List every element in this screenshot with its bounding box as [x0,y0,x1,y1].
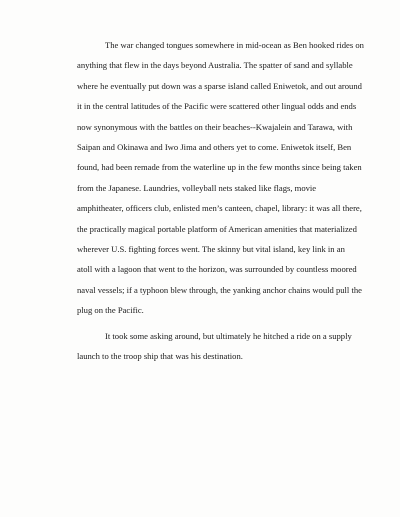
text-line: it in the central latitudes of the Pacific were scattered other lingual odds and ends [77,101,357,112]
text-line: atoll with a lagoon that went to the horizon, was surrounded by countless moored [77,264,357,275]
text-line: where he eventually put down was a sparse island called Eniwetok, and out around [77,80,362,91]
text-line: plug on the Pacific. [77,305,144,316]
text-line: amphitheater, officers club, enlisted men’s canteen, chapel, library: it was all there, [77,203,362,214]
body-text [77,35,365,367]
text-line: anything that flew in the days beyond Australia. The spatter of sand and syllable [77,60,353,71]
text-line: launch to the troop ship that was his destination. [77,351,243,362]
text-line: the practically magical portable platform of American amenities that materialized [77,223,357,234]
text-line: Saipan and Okinawa and Iwo Jima and others yet to come. Eniwetok itself, Ben [77,142,352,153]
text-line: now synonymous with the battles on their beaches--Kwajalein and Tarawa, with [77,121,353,132]
text-line: naval vessels; if a typhoon blew through, the yanking anchor chains would pull the [77,284,362,295]
text-line: It took some asking around, but ultimately he hitched a ride on a supply [105,330,352,341]
paragraph-2 [77,326,365,367]
paragraph-1 [77,35,365,321]
text-line: The war changed tongues somewhere in mid-ocean as Ben hooked rides on [105,40,364,50]
text-line: from the Japanese. Laundries, volleyball nets staked like flags, movie [77,182,317,193]
text-line: found, had been remade from the waterline up in the few months since being taken [77,162,362,173]
text-line: wherever U.S. fighting forces went. The skinny but vital island, key link in an [77,244,345,255]
